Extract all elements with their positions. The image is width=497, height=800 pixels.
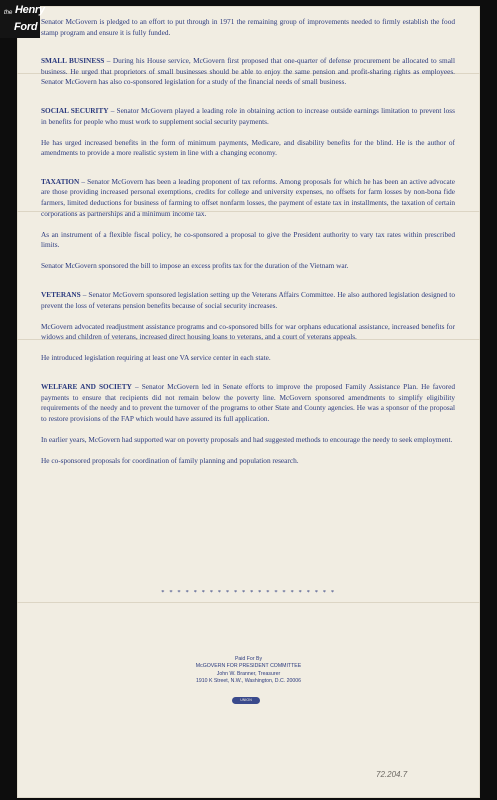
paragraph-taxation-3: Senator McGovern sponsored the bill to impose an excess profits tax for the duration of the Vietnam war. [41, 261, 349, 271]
union-bug-logo: UNION [232, 697, 260, 704]
heading-social-security: SOCIAL SECURITY [41, 105, 109, 115]
paid-for-line: Paid For By [234, 656, 263, 662]
section-small-business: SMALL BUSINESS – During his House service, McGovern first proposed that one-quarter of defense procurement be allocated to small business. He urged that proprietors of small businesses should be able to enjoy the same pension and profit-sharing rights as employees. Senator McGovern has also co-sponsored legislation for a study of the financial needs of small business. [41, 56, 455, 87]
star-divider: * * * * * * * * * * * * * * * * * * * * * * [161, 589, 336, 596]
logo-the: the [4, 10, 13, 16]
paragraph-social-security-2: He has urged increased benefits in the form of minimum payments, Medicare, and disability benefits for the blind. He is the author of amendments to provide a more realistic system in line with a changing economy. [41, 137, 455, 158]
heading-welfare-and-society: WELFARE AND SOCIETY [41, 381, 132, 391]
fold-line [17, 602, 480, 603]
heading-taxation: TAXATION [41, 176, 80, 186]
paragraph-welfare-2: In earlier years, McGovern had supported war on poverty proposals and had suggested methods to encourage the needy to seek employment. [41, 434, 453, 444]
henry-ford-logo [0, 0, 45, 38]
heading-veterans: VETERANS [41, 290, 81, 299]
section-taxation: TAXATION – Senator McGovern has been a leading proponent of tax reforms. Among proposals for which he has been an active advocate are those providing increased personal exemptions, credits for college and university expenses, no offsets for farm losses by non-bona fide farmers, limited deductions for business of farming to offset nonfarm losses, the payment of estate tax in installments, the taxation of certain corporations as partnerships and a minimum income tax. [41, 176, 455, 218]
treasurer-line: John W. Branner, Treasurer [216, 670, 281, 677]
logo-henry: Henry [15, 4, 45, 16]
heading-small-business: SMALL BUSINESS [41, 56, 105, 66]
logo-ford: Ford [14, 21, 38, 33]
section-veterans: VETERANS – Senator McGovern sponsored legislation setting up the Veterans Affairs Committee. He also authored legislation designed to prevent the loss of veterans pension benefits because of social security increases. [41, 290, 455, 310]
paragraph-taxation-2: As an instrument of a flexible fiscal policy, he co-sponsored a proposal to give the President authority to vary tax rates within prescribed limits. [41, 229, 455, 250]
paragraph-veterans-2: McGovern advocated readjustment assistance programs and co-sponsored bills for war orphans educational assistance, increased benefits for widows and children of veterans, increased direct housing loans to veterans, and a court of veterans appeals. [41, 321, 455, 342]
section-welfare-and-society: WELFARE AND SOCIETY – Senator McGovern led in Senate efforts to improve the proposed Family Assistance Plan. He favored payments to ensure that recipients did not remain below the poverty line. McGovern sponsored amendments to simplify eligibility requirements of the needy and to prevent the turnover of the programs to other State and County agencies. He was a sponsor of the proposal to restore provisions of the FAP which would have assured its full application. [41, 381, 455, 423]
paid-for-by-block [0, 656, 497, 686]
committee-name: McGOVERN FOR PRESIDENT COMMITTEE [195, 663, 302, 670]
paragraph-veterans-3: He introduced legislation requiring at least one VA service center in each state. [41, 353, 271, 363]
section-social-security: SOCIAL SECURITY – Senator McGovern played a leading role in obtaining action to increase outside earnings limitation to prevent loss in benefits for people who must work to supplement social security payments. [41, 105, 455, 126]
paragraph-welfare-3: He co-sponsored proposals for coordination of family planning and population research. [41, 455, 299, 465]
address-line: 1910 K Street, N.W., Washington, D.C. 20006 [195, 678, 302, 685]
paragraph-food-stamp: Senator McGovern is pledged to an effort to put through in 1971 the remaining group of improvements needed to firmly establish the food stamp program and ensure it is fully funded. [41, 17, 455, 37]
accession-number: 72.204.7 [376, 770, 408, 779]
document-body [41, 17, 455, 477]
